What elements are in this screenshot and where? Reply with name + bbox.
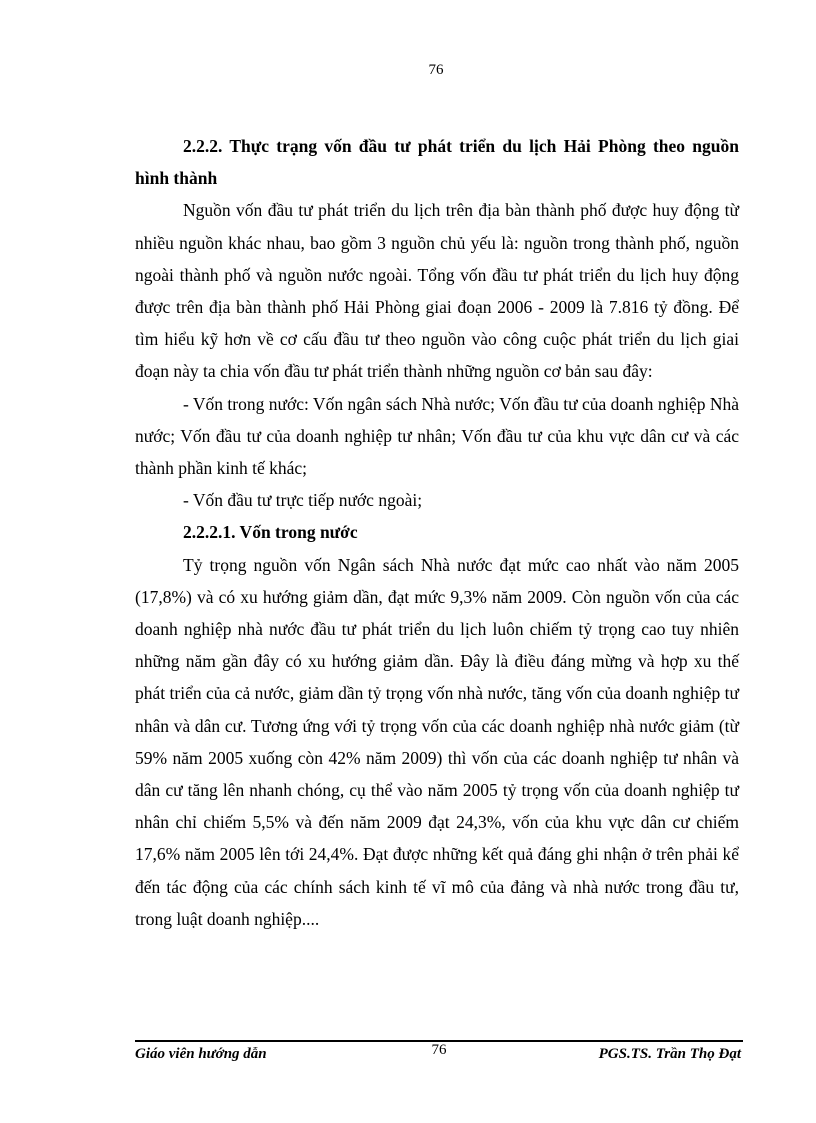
- section-heading: 2.2.2. Thực trạng vốn đầu tư phát triển du lịch Hải Phòng theo nguồn hình thành: [135, 136, 739, 189]
- body-paragraph: Tỷ trọng nguồn vốn Ngân sách Nhà nước đạt mức cao nhất vào năm 2005 (17,8%) và có xu hướng giảm dần, đạt mức 9,3% năm 2009. Còn nguồn vốn của các doanh nghiệp nhà nước đầu tư phát triển du lịch luôn chiếm tỷ trọng cao tuy nhiên những năm gần đây có xu hướng giảm dần. Đây là điều đáng mừng và hợp xu thế phát triển của cả nước, giảm dần tỷ trọng vốn nhà nước, tăng vốn của doanh nghiệp tư nhân và dân cư. Tương ứng với tỷ trọng vốn của các doanh nghiệp nhà nước giảm (từ 59% năm 2005 xuống còn 42% năm 2009) thì vốn của các doanh nghiệp tư nhân và dân cư tăng lên nhanh chóng, cụ thể vào năm 2005 tỷ trọng vốn của doanh nghiệp tư nhân chỉ chiếm 5,5% và đến năm 2009 đạt 24,3%, vốn của khu vực dân cư chiếm 17,6% năm 2005 lên tới 24,4%. Đạt được những kết quả đáng ghi nhận ở trên phải kể đến tác động của các chính sách kinh tế vĩ mô của đảng và nhà nước trong đầu tư, trong luật doanh nghiệp....: [135, 554, 739, 929]
- header-page-number: 76: [428, 62, 444, 78]
- subsection-heading: 2.2.2.1. Vốn trong nước: [183, 522, 358, 543]
- footer-page-number: 76: [431, 1042, 447, 1058]
- bullet-foreign-investment: - Vốn đầu tư trực tiếp nước ngoài;: [183, 490, 423, 511]
- page-footer: [135, 1040, 743, 1070]
- bullet-domestic-capital: - Vốn trong nước: Vốn ngân sách Nhà nước; Vốn đầu tư của doanh nghiệp Nhà nước; Vốn đầu tư của doanh nghiệp tư nhân; Vốn đầu tư của khu vực dân cư và các thành phần kinh tế khác;: [135, 393, 739, 479]
- footer-advisor-name: PGS.TS. Trần Thọ Đạt: [598, 1046, 741, 1062]
- intro-paragraph: Nguồn vốn đầu tư phát triển du lịch trên địa bàn thành phố được huy động từ nhiều nguồn khác nhau, bao gồm 3 nguồn chủ yếu là: nguồn trong thành phố, nguồn ngoài thành phố và nguồn nước ngoài. Tổng vốn đầu tư phát triển du lịch huy động được trên địa bàn thành phố Hải Phòng giai đoạn 2006 - 2009 là 7.816 tỷ đồng. Để tìm hiểu kỹ hơn về cơ cấu đầu tư theo nguồn vào công cuộc phát triển du lịch giai đoạn này ta chia vốn đầu tư phát triển thành những nguồn cơ bản sau đây:: [135, 200, 739, 382]
- document-body: [135, 130, 739, 935]
- footer-advisor-label: Giáo viên hướng dẫn: [135, 1046, 267, 1062]
